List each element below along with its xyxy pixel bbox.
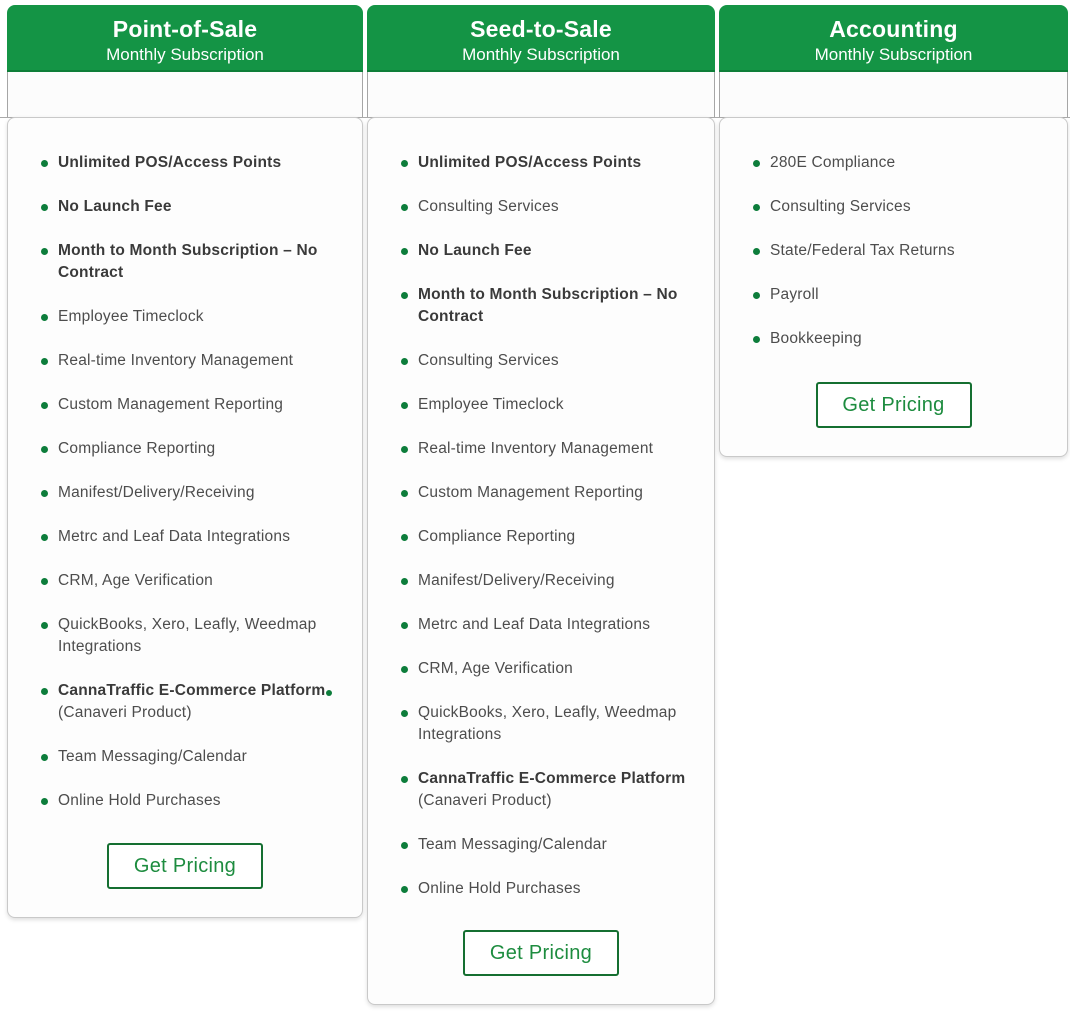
feature-item xyxy=(401,768,698,812)
features-card xyxy=(719,117,1068,457)
feature-text-regular: Employee Timeclock xyxy=(418,396,564,413)
bullet-icon xyxy=(401,292,408,299)
feature-text-regular: Consulting Services xyxy=(418,198,559,215)
feature-text-regular: Real-time Inventory Management xyxy=(58,352,294,369)
feature-item xyxy=(753,328,1051,350)
bullet-icon xyxy=(401,710,408,717)
bullet-icon xyxy=(41,622,48,629)
bullet-icon xyxy=(41,490,48,497)
stray-bullet-dot xyxy=(326,690,332,696)
bullet-icon xyxy=(401,248,408,255)
feature-text xyxy=(58,306,346,328)
feature-text xyxy=(418,834,698,856)
feature-text-regular: QuickBooks, Xero, Leafly, Weedmap Integrations xyxy=(418,704,677,743)
feature-text xyxy=(418,526,698,548)
bullet-icon xyxy=(401,776,408,783)
feature-text xyxy=(770,284,1051,306)
feature-text xyxy=(418,350,698,372)
bullet-icon xyxy=(41,446,48,453)
feature-item xyxy=(401,570,698,592)
feature-item xyxy=(401,284,698,328)
column-header xyxy=(719,5,1068,72)
bullet-icon xyxy=(401,490,408,497)
bullet-icon xyxy=(401,204,408,211)
feature-text xyxy=(58,152,346,174)
bullet-icon xyxy=(401,446,408,453)
feature-item xyxy=(41,680,346,724)
bullet-icon xyxy=(41,402,48,409)
feature-text-bold: Month to Month Subscription – No Contract xyxy=(418,286,678,325)
feature-text-regular: Employee Timeclock xyxy=(58,308,204,325)
feature-text-regular: Consulting Services xyxy=(418,352,559,369)
bullet-icon xyxy=(401,402,408,409)
feature-text-regular: (Canaveri Product) xyxy=(418,792,552,809)
feature-text xyxy=(418,570,698,592)
bullet-icon xyxy=(401,622,408,629)
feature-item xyxy=(753,152,1051,174)
feature-item xyxy=(401,702,698,746)
bullet-icon xyxy=(41,578,48,585)
feature-text xyxy=(58,196,346,218)
feature-item xyxy=(753,196,1051,218)
feature-text xyxy=(58,240,346,284)
price-row-empty xyxy=(367,72,715,117)
feature-text-bold: CannaTraffic E-Commerce Platform xyxy=(58,682,326,699)
feature-text xyxy=(770,196,1051,218)
feature-text xyxy=(418,658,698,680)
feature-text-bold: No Launch Fee xyxy=(58,198,172,215)
feature-item xyxy=(753,284,1051,306)
pricing-column-accounting xyxy=(719,5,1068,457)
feature-text-regular: CRM, Age Verification xyxy=(418,660,573,677)
bullet-icon xyxy=(41,688,48,695)
feature-text-bold: CannaTraffic E-Commerce Platform xyxy=(418,770,686,787)
bullet-icon xyxy=(41,314,48,321)
bullet-icon xyxy=(753,292,760,299)
bullet-icon xyxy=(41,160,48,167)
bullet-icon xyxy=(41,798,48,805)
column-subtitle: Monthly Subscription xyxy=(462,45,620,64)
feature-item xyxy=(401,482,698,504)
feature-text-regular: Online Hold Purchases xyxy=(58,792,221,809)
feature-text-bold: Unlimited POS/Access Points xyxy=(58,154,282,171)
column-title: Point-of-Sale xyxy=(112,16,258,42)
feature-item xyxy=(401,196,698,218)
feature-text-regular: (Canaveri Product) xyxy=(58,704,192,721)
feature-text-regular: 280E Compliance xyxy=(770,154,896,171)
feature-text xyxy=(418,196,698,218)
get-pricing-button[interactable]: Get Pricing xyxy=(463,930,619,976)
feature-item xyxy=(401,350,698,372)
feature-text xyxy=(418,878,698,900)
feature-text-regular: Compliance Reporting xyxy=(58,440,216,457)
bullet-icon xyxy=(753,204,760,211)
feature-text xyxy=(770,152,1051,174)
feature-item xyxy=(41,350,346,372)
feature-text-bold: Month to Month Subscription – No Contract xyxy=(58,242,318,281)
feature-text xyxy=(58,482,346,504)
feature-text xyxy=(418,702,698,746)
feature-item xyxy=(41,746,346,768)
feature-text-regular: Online Hold Purchases xyxy=(418,880,581,897)
feature-text-regular: Bookkeeping xyxy=(770,330,862,347)
feature-text-regular: Custom Management Reporting xyxy=(418,484,644,501)
feature-text-regular: Custom Management Reporting xyxy=(58,396,284,413)
feature-item xyxy=(41,526,346,548)
column-header xyxy=(367,5,715,72)
feature-text xyxy=(418,768,698,812)
feature-text-regular: Metrc and Leaf Data Integrations xyxy=(58,528,291,545)
feature-item xyxy=(41,614,346,658)
feature-text-regular: QuickBooks, Xero, Leafly, Weedmap Integrations xyxy=(58,616,317,655)
bullet-icon xyxy=(41,204,48,211)
feature-text xyxy=(418,394,698,416)
feature-item xyxy=(41,394,346,416)
feature-text-regular: Real-time Inventory Management xyxy=(418,440,654,457)
feature-item xyxy=(401,614,698,636)
feature-text-regular: Consulting Services xyxy=(770,198,911,215)
feature-text xyxy=(58,680,346,724)
pricing-column-seed-to-sale xyxy=(367,5,715,1005)
feature-text xyxy=(58,526,346,548)
feature-text-regular: Manifest/Delivery/Receiving xyxy=(58,484,255,501)
feature-text xyxy=(418,152,698,174)
feature-item xyxy=(401,152,698,174)
column-title: Accounting xyxy=(829,16,958,42)
bullet-icon xyxy=(41,754,48,761)
bullet-icon xyxy=(41,358,48,365)
bullet-icon xyxy=(401,160,408,167)
feature-text-bold: No Launch Fee xyxy=(418,242,532,259)
feature-item xyxy=(41,240,346,284)
bullet-icon xyxy=(41,534,48,541)
column-subtitle: Monthly Subscription xyxy=(814,45,973,64)
feature-item xyxy=(41,438,346,460)
feature-text xyxy=(58,614,346,658)
feature-item xyxy=(41,482,346,504)
feature-item xyxy=(401,526,698,548)
feature-text xyxy=(418,614,698,636)
feature-text-regular: CRM, Age Verification xyxy=(58,572,213,589)
feature-text-regular: Team Messaging/Calendar xyxy=(58,748,247,765)
get-pricing-button[interactable]: Get Pricing xyxy=(107,843,263,889)
column-header xyxy=(7,5,363,72)
feature-item xyxy=(401,878,698,900)
bullet-icon xyxy=(753,160,760,167)
feature-text-regular: State/Federal Tax Returns xyxy=(770,242,955,259)
feature-text xyxy=(770,240,1051,262)
column-title: Seed-to-Sale xyxy=(470,16,612,42)
bullet-icon xyxy=(401,534,408,541)
feature-text xyxy=(58,570,346,592)
feature-item xyxy=(41,306,346,328)
bullet-icon xyxy=(401,886,408,893)
bullet-icon xyxy=(753,248,760,255)
bullet-icon xyxy=(401,666,408,673)
feature-text-bold: Unlimited POS/Access Points xyxy=(418,154,642,171)
feature-text-regular: Compliance Reporting xyxy=(418,528,576,545)
feature-item xyxy=(401,834,698,856)
feature-text xyxy=(58,394,346,416)
feature-item xyxy=(41,196,346,218)
get-pricing-button[interactable]: Get Pricing xyxy=(816,382,972,428)
column-subtitle: Monthly Subscription xyxy=(106,45,264,64)
features-card xyxy=(7,117,363,918)
feature-item xyxy=(41,152,346,174)
features-card xyxy=(367,117,715,1005)
feature-text xyxy=(770,328,1051,350)
feature-text xyxy=(418,482,698,504)
feature-item xyxy=(401,658,698,680)
bullet-icon xyxy=(401,358,408,365)
feature-item xyxy=(401,394,698,416)
price-row-empty xyxy=(719,72,1068,117)
feature-text xyxy=(58,438,346,460)
feature-text xyxy=(58,350,346,372)
feature-item xyxy=(401,240,698,262)
feature-item xyxy=(41,570,346,592)
feature-text-regular: Metrc and Leaf Data Integrations xyxy=(418,616,651,633)
price-row-empty xyxy=(7,72,363,117)
features-list xyxy=(720,118,1067,350)
feature-item xyxy=(41,790,346,812)
bullet-icon xyxy=(41,248,48,255)
feature-text-regular: Payroll xyxy=(770,286,819,303)
feature-text xyxy=(58,746,346,768)
bullet-icon xyxy=(753,336,760,343)
feature-item xyxy=(401,438,698,460)
features-list xyxy=(368,118,714,900)
feature-text-regular: Team Messaging/Calendar xyxy=(418,836,607,853)
feature-text xyxy=(418,240,698,262)
bullet-icon xyxy=(401,842,408,849)
feature-item xyxy=(753,240,1051,262)
bullet-icon xyxy=(401,578,408,585)
pricing-column-point-of-sale xyxy=(7,5,363,918)
feature-text xyxy=(418,284,698,328)
features-list xyxy=(8,118,362,812)
feature-text xyxy=(58,790,346,812)
feature-text-regular: Manifest/Delivery/Receiving xyxy=(418,572,615,589)
feature-text xyxy=(418,438,698,460)
